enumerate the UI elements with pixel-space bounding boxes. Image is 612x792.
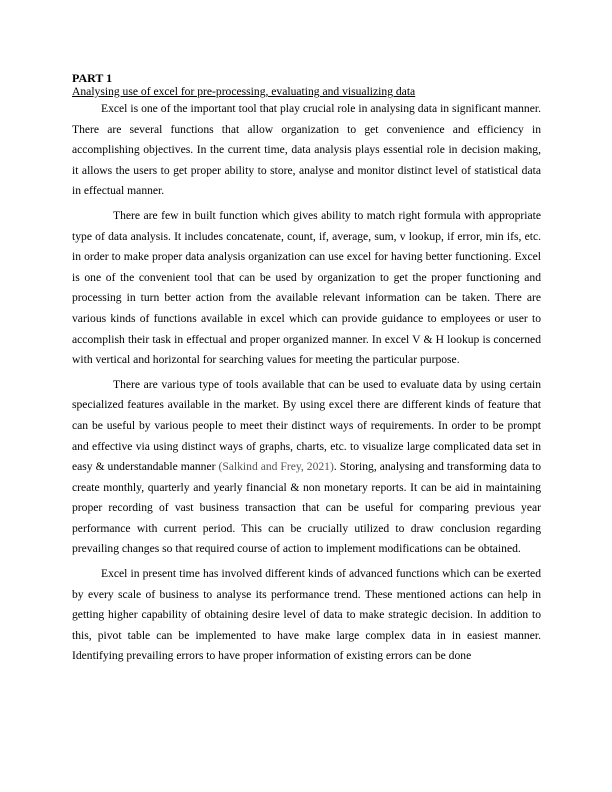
section-subheading: Analysing use of excel for pre-processing, evaluating and visualizing data [72,85,416,98]
paragraph-4: Excel in present time has involved different kinds of advanced functions which can be exerted by every scale of business to analyse its performance trend. These mentioned actions can help in getting higher capability of obtaining desire level of data to make strategic decision. In addition to this, pivot table can be implemented to have make large complex data in in easiest manner. Identifying prevailing errors to have proper information of existing errors can be done [72,567,541,663]
paragraph-2: There are few in built function which gives ability to match right formula with appropriate type of data analysis. It includes concatenate, count, if, average, sum, v lookup, if error, min ifs, etc. in order to make proper data analysis organization can use excel for having better functioning. Excel is one of the convenient tool that can be used by organization to get the proper functioning and processing in turn better action from the available relevant information can be taken. There are various kinds of functions available in excel which can provide guidance to employees or user to accomplish their task in effectual and proper organized manner. In excel V & H lookup is concerned with vertical and horizontal for searching values for meeting the particular purpose. [72,208,541,367]
part-heading: PART 1 [72,71,113,85]
paragraph-1: Excel is one of the important tool that play crucial role in analysing data in significant manner. There are several functions that allow organization to get convenience and efficiency in accomplishing objectives. In the current time, data analysis plays essential role in decision making, it allows the users to get proper ability to store, analyse and monitor distinct level of statistical data in effectual manner. [72,102,541,198]
citation-salkind-frey: (Salkind and Frey, 2021) [218,460,334,474]
document-page [72,72,541,671]
paragraph-3-text-after: . Storing, analysing and transforming data to create monthly, quarterly and yearly financial & non monetary reports. It can be aid in maintaining proper recording of vast business transaction that can be useful for comparing previous year performance with current period. This can be crucially utilized to draw conclusion regarding prevailing changes so that required course of action to implement modifications can be obtained. [72,460,542,556]
paragraph-3 [72,375,541,560]
paragraph-3-text-before: There are various type of tools available that can be used to evaluate data by using certain specialized features available in the market. By using excel there are different kinds of feature that can be useful by various people to meet their distinct ways of requirements. In order to be prompt and effective via using distinct ways of graphs, charts, etc. to visualize large complicated data set in easy & understandable manner [72,377,541,474]
